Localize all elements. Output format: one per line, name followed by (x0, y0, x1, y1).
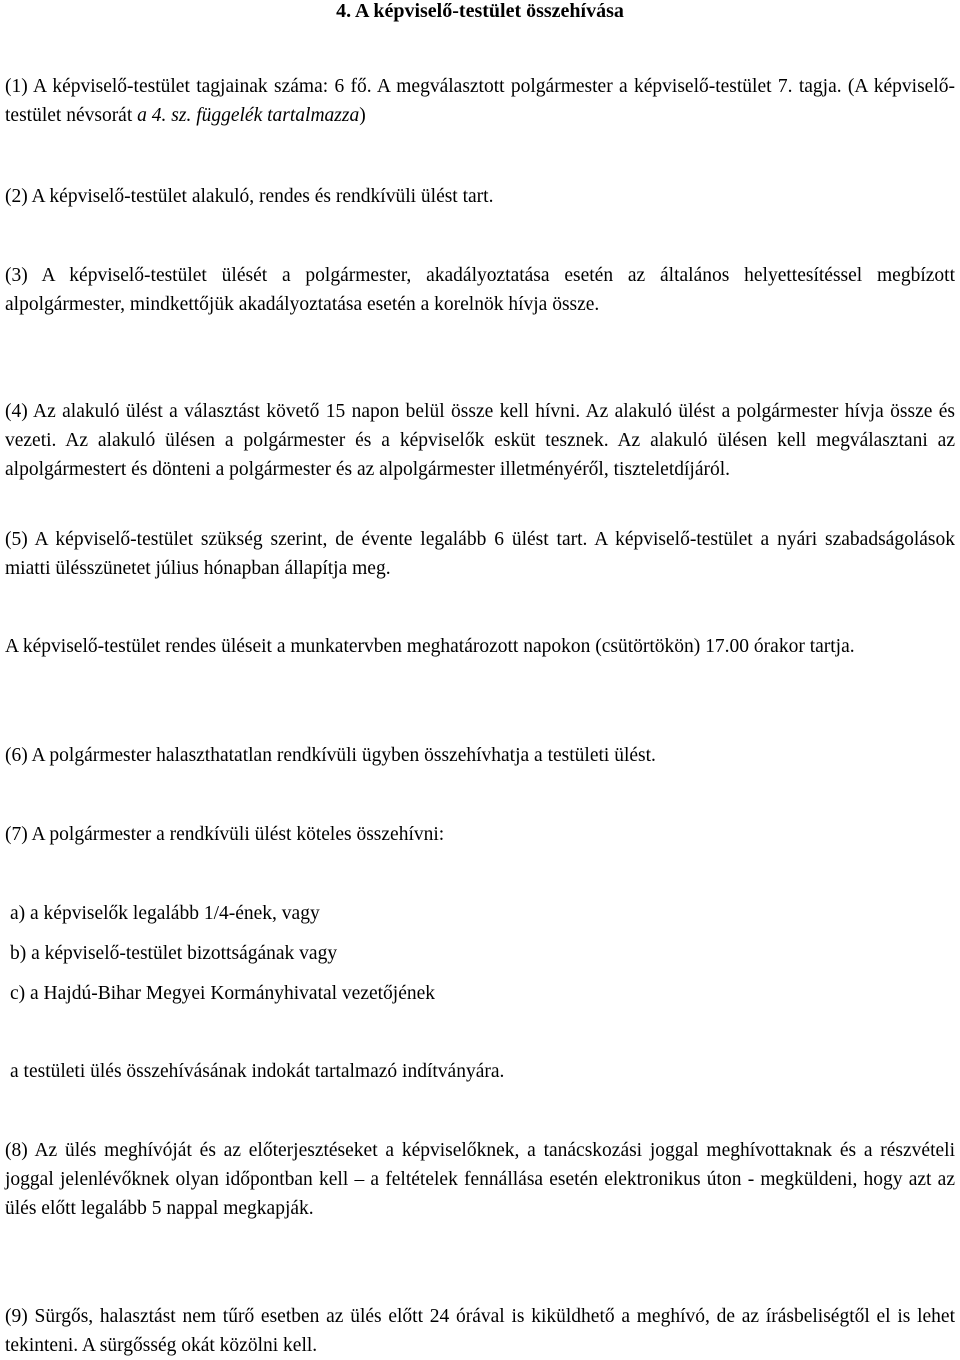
paragraph-2: (2) A képviselő-testület alakuló, rendes és rendkívüli ülést tart. (5, 186, 494, 207)
paragraph-1-italic: a 4. sz. függelék tartalmazza (137, 105, 360, 126)
list-item-b: b) a képviselő-testület bizottságának vagy (10, 943, 338, 964)
paragraph-4: (4) Az alakuló ülést a választást követő 15 napon belül össze kell hívni. Az alakuló ülést a polgármester hívja össze és vezeti. Az alakuló ülésen a polgármester és a képviselők esküt tesznek. Az alakuló ülésen kell megválasztani az alpolgármestert és dönteni a polgármester és az alpolgármester illetményéről, tiszteletdíjáról. (5, 401, 955, 480)
section-title: 4. A képviselő-testület összehívása (336, 0, 624, 22)
paragraph-1 (5, 72, 955, 130)
paragraph-3: (3) A képviselő-testület ülését a polgármester, akadályoztatása esetén az általános helyettesítéssel megbízott alpolgármester, mindkettőjük akadályoztatása esetén a korelnök hívja össze. (5, 265, 955, 315)
paragraph-8: (8) Az ülés meghívóját és az előterjesztéseket a képviselőknek, a tanácskozási joggal meghívottaknak és a részvételi joggal jelenlévőknek olyan időpontban kell – a feltételek fennállása esetén elektronikus úton - megküldeni, hogy azt az ülés előtt legalább 5 nappal megkapják. (5, 1140, 955, 1219)
paragraph-9: (9) Sürgős, halasztást nem tűrő esetben az ülés előtt 24 órával is kiküldhető a meghívó, de az írásbeliségtől el is lehet tekinteni. A sürgősség okát közölni kell. (5, 1306, 955, 1356)
paragraph-5-rendes-ulesek: A képviselő-testület rendes üléseit a munkatervben meghatározott napokon (csütörtökön) 17.00 órakor tartja. (5, 636, 855, 657)
list-item-c: c) a Hajdú-Bihar Megyei Kormányhivatal vezetőjének (10, 983, 436, 1004)
paragraph-1-text: (1) A képviselő-testület tagjainak száma: 6 fő. A megválasztott polgármester a képviselő-testület 7. tagja. (A képviselő-testület névsorát (5, 76, 955, 126)
paragraph-7-closing: a testületi ülés összehívásának indokát tartalmazó indítványára. (10, 1061, 505, 1082)
paragraph-7: (7) A polgármester a rendkívüli ülést köteles összehívni: (5, 824, 445, 845)
paragraph-6: (6) A polgármester halaszthatatlan rendkívüli ügyben összehívhatja a testületi ülést. (5, 745, 656, 766)
list-item-a: a) a képviselők legalább 1/4-ének, vagy (10, 903, 320, 924)
paragraph-5: (5) A képviselő-testület szükség szerint, de évente legalább 6 ülést tart. A képviselő-testület a nyári szabadságolások miatti ülésszünetet július hónapban állapítja meg. (5, 529, 955, 579)
paragraph-1-end: ) (359, 105, 366, 126)
